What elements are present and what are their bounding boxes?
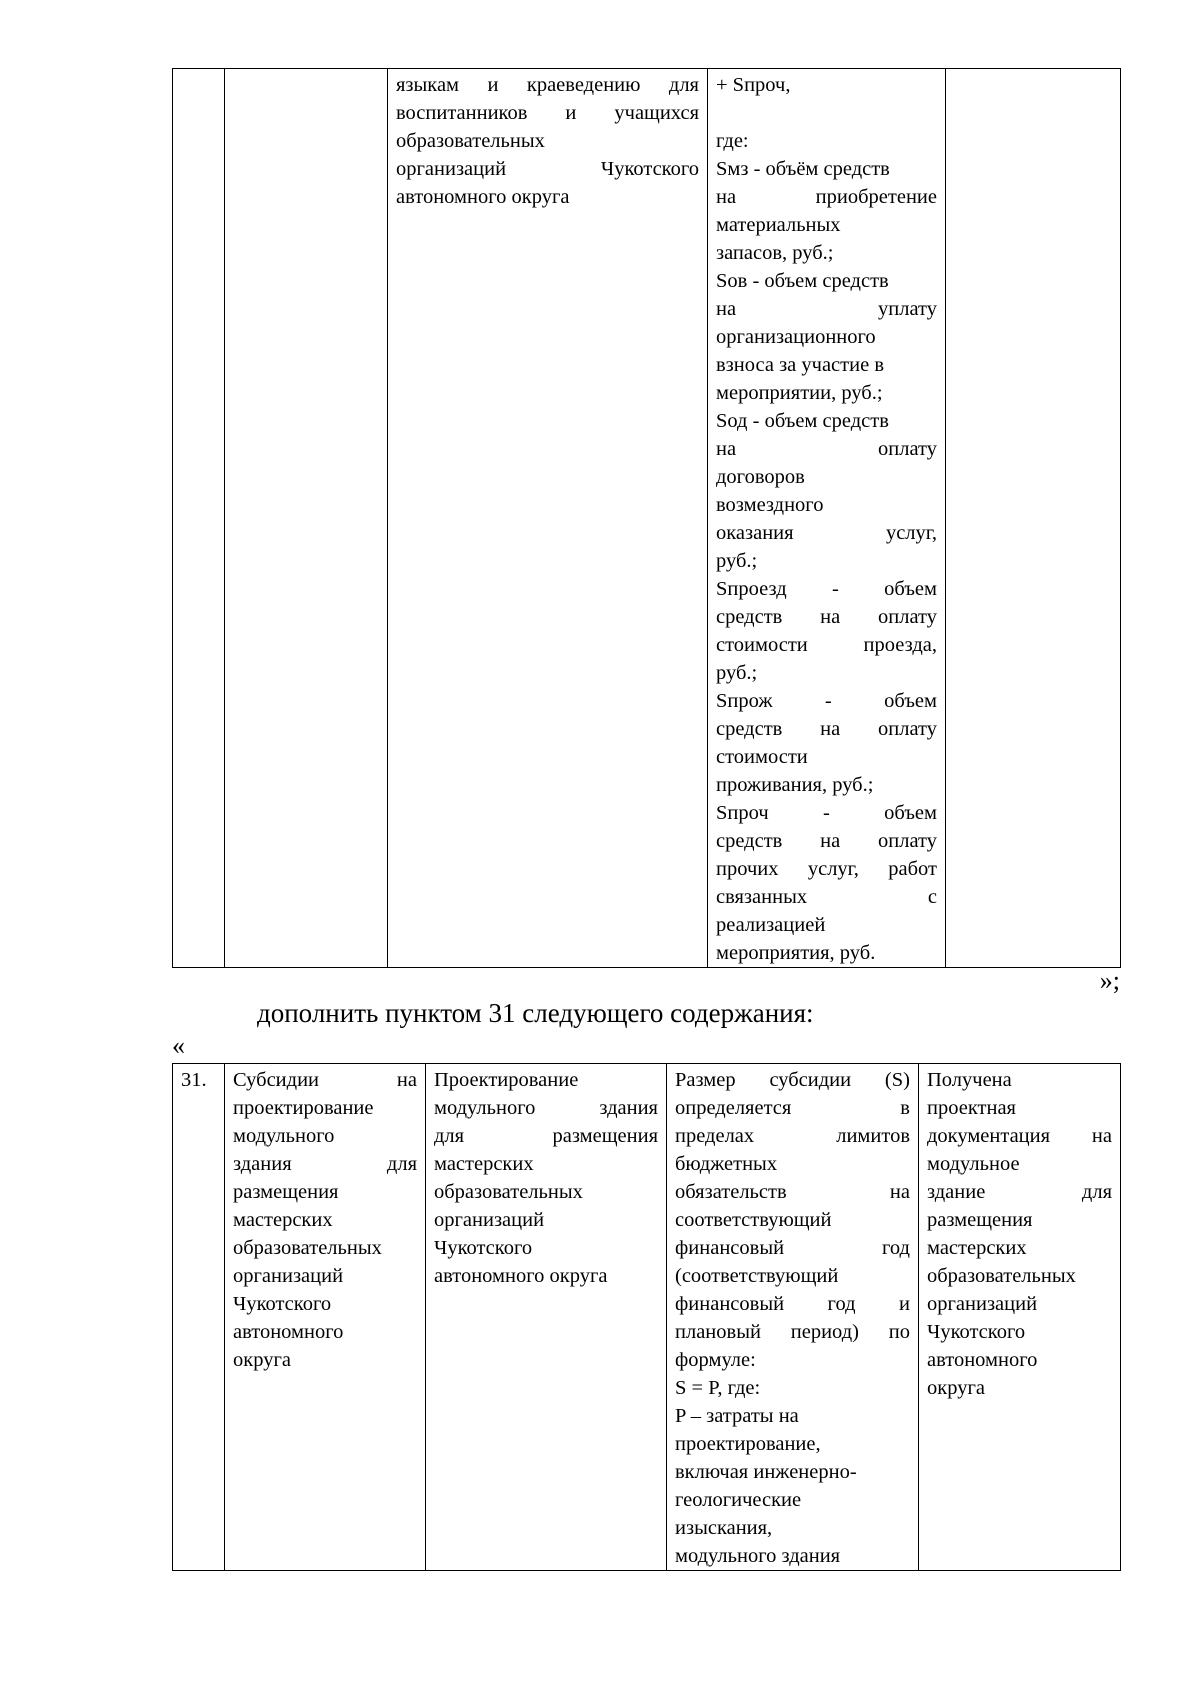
text-line: оказания услуг, xyxy=(716,522,937,544)
text-line: геологические xyxy=(675,1489,802,1511)
text-line: Sод - объем средств xyxy=(716,410,889,432)
text-line: где: xyxy=(716,130,749,152)
text-line: мастерских xyxy=(434,1153,534,1175)
text-line: Субсидии на xyxy=(233,1069,417,1091)
text-line: модульное xyxy=(927,1153,1020,1175)
result-cell xyxy=(946,69,1121,968)
closing-quote: »; xyxy=(1099,966,1120,995)
text-line: организаций xyxy=(927,1293,1038,1315)
text-line: здание для xyxy=(927,1181,1112,1203)
text-line: Чукотского xyxy=(927,1321,1026,1343)
text-line: Чукотского xyxy=(233,1293,332,1315)
text-line: средств на оплату xyxy=(716,606,937,628)
text-line: образовательных xyxy=(927,1265,1076,1287)
text-line: мероприятия, руб. xyxy=(716,942,876,964)
text-line: связанных с xyxy=(716,886,937,908)
text-line: запасов, руб.; xyxy=(716,242,834,264)
text-line: руб.; xyxy=(716,550,758,572)
text-line: (соответствующий xyxy=(675,1265,839,1287)
text-line: образовательных xyxy=(233,1237,382,1259)
formula-cell xyxy=(708,69,946,968)
text-line: Sпрож - объем xyxy=(716,690,937,712)
text-line: Sов - объем средств xyxy=(716,270,889,292)
item-number: 31. xyxy=(181,1069,207,1091)
text-line: включая инженерно- xyxy=(675,1461,857,1483)
text-line: округа xyxy=(927,1377,985,1399)
text-line: на уплату xyxy=(716,298,937,320)
text-line: образовательных xyxy=(396,130,545,152)
text-line: возмездного xyxy=(716,494,824,516)
text-line: модульного здания xyxy=(434,1097,658,1119)
text-line: + Sпроч, xyxy=(716,74,791,96)
text-line: Размер субсидии (S) xyxy=(675,1069,910,1091)
text-line: мероприятии, руб.; xyxy=(716,382,883,404)
text-line: материальных xyxy=(716,214,841,236)
text-line: на оплату xyxy=(716,438,937,460)
purpose-cell xyxy=(388,69,708,968)
text-line: руб.; xyxy=(716,662,758,684)
text-line: стоимости проезда, xyxy=(716,634,937,656)
text-line: соответствующий xyxy=(675,1209,832,1231)
text-line: изыскания, xyxy=(675,1517,773,1539)
text-line: стоимости xyxy=(716,746,808,768)
text-line: воспитанников и учащихся xyxy=(396,102,699,124)
text-line: средств на оплату xyxy=(716,718,937,740)
text-line: прочих услуг, работ xyxy=(716,858,937,880)
new-item-table xyxy=(172,1063,1121,1571)
text-line: S = P, где: xyxy=(675,1377,761,1399)
text-line: договоров xyxy=(716,466,805,488)
text-line: на приобретение xyxy=(716,186,937,208)
text-line: мастерских xyxy=(927,1237,1027,1259)
purpose-cell xyxy=(426,1064,667,1571)
text-line: пределах лимитов xyxy=(675,1125,910,1147)
text-line: финансовый год xyxy=(675,1237,910,1259)
text-line: размещения xyxy=(233,1181,339,1203)
text-line: Sпроезд - объем xyxy=(716,578,937,600)
text-line: реализацией xyxy=(716,914,826,936)
text-line: плановый период) по xyxy=(675,1321,910,1343)
text-line: проектирование xyxy=(233,1097,374,1119)
text-line: организационного xyxy=(716,326,876,348)
formula-cell xyxy=(667,1064,919,1571)
text-line: формуле: xyxy=(675,1349,756,1371)
text-line: Sмз - объём средств xyxy=(716,158,890,180)
text-line: образовательных xyxy=(434,1181,583,1203)
text-line: организаций xyxy=(233,1265,344,1287)
text-line: модульного здания xyxy=(675,1545,841,1567)
text-line: автономного xyxy=(233,1321,344,1343)
text-line: Проектирование xyxy=(434,1069,579,1091)
text-line: Чукотского xyxy=(434,1237,533,1259)
purpose-text xyxy=(434,1066,658,1290)
text-line: языкам и краеведению для xyxy=(396,74,699,96)
formula-text xyxy=(675,1066,910,1570)
text-line: P – затраты на xyxy=(675,1405,799,1427)
text-line: мастерских xyxy=(233,1209,333,1231)
text-line: бюджетных xyxy=(675,1153,778,1175)
text-line: организаций xyxy=(434,1209,545,1231)
text-line: модульного xyxy=(233,1125,335,1147)
purpose-text xyxy=(396,71,699,211)
formula-text xyxy=(716,71,937,967)
number-cell xyxy=(173,1064,225,1571)
subsidy-name-cell xyxy=(225,1064,426,1571)
text-line: проектная xyxy=(927,1097,1016,1119)
text-line: документация на xyxy=(927,1125,1112,1147)
text-line: проживания, руб.; xyxy=(716,774,874,796)
subsidy-name-text xyxy=(233,1066,417,1374)
text-line xyxy=(716,99,937,127)
text-line: Sпроч - объем xyxy=(716,802,937,824)
text-line: округа xyxy=(233,1349,291,1371)
text-line: здания для xyxy=(233,1153,417,1175)
subsidy-name-cell xyxy=(225,69,388,968)
text-line: автономного округа xyxy=(434,1265,608,1287)
table-row xyxy=(173,69,1121,968)
text-line: взноса за участие в xyxy=(716,354,884,376)
opening-quote: « xyxy=(172,1031,185,1060)
number-cell xyxy=(173,69,225,968)
text-line: средств на оплату xyxy=(716,830,937,852)
text-line: Получена xyxy=(927,1069,1012,1091)
previous-table-continuation xyxy=(172,68,1121,968)
text-line: для размещения xyxy=(434,1125,658,1147)
table-row xyxy=(173,1064,1121,1571)
result-text xyxy=(927,1066,1112,1402)
text-line: размещения xyxy=(927,1209,1033,1231)
text-line: автономного xyxy=(927,1349,1038,1371)
text-line: автономного округа xyxy=(396,186,570,208)
text-line: обязательств на xyxy=(675,1181,910,1203)
text-line: определяется в xyxy=(675,1097,910,1119)
text-line: организаций Чукотского xyxy=(396,158,699,180)
text-line: финансовый год и xyxy=(675,1293,910,1315)
text-line: проектирование, xyxy=(675,1433,821,1455)
result-cell xyxy=(919,1064,1121,1571)
amendment-intro-text: дополнить пунктом 31 следующего содержания: xyxy=(257,998,814,1028)
